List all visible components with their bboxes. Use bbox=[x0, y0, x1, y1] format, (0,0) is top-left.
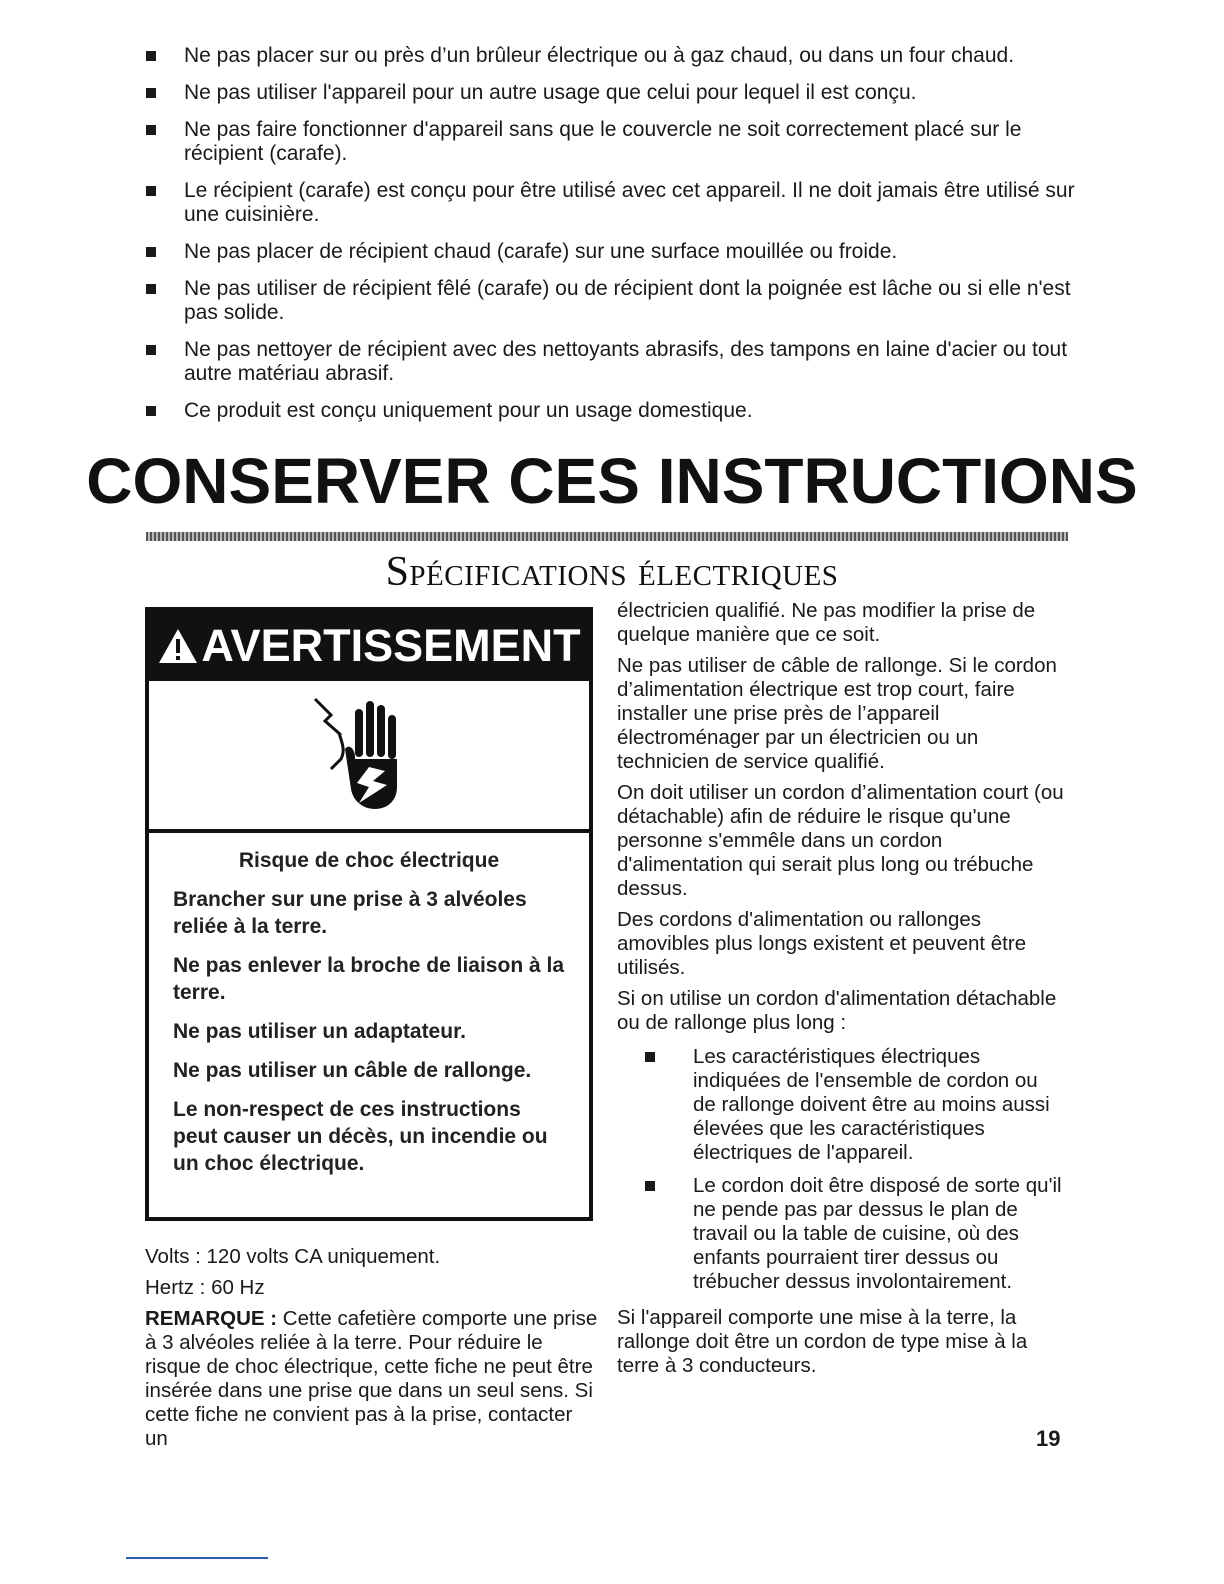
left-column bbox=[145, 1245, 600, 1458]
page-number: 19 bbox=[1036, 1426, 1061, 1451]
section-title: Spécifications électriques bbox=[385, 549, 839, 595]
safety-instructions-list bbox=[140, 44, 1080, 436]
square-bullet-icon bbox=[146, 345, 156, 355]
paragraph: Si l'appareil comporte une mise à la terre, la rallonge doit être un cordon de type mise à la terre à 3 conducteurs. bbox=[617, 1306, 1028, 1377]
list-item: Ne pas placer de récipient chaud (carafe) sur une surface mouillée ou froide. bbox=[140, 240, 1080, 264]
warning-title: Risque de choc électrique bbox=[238, 849, 500, 872]
list-item: Ne pas nettoyer de récipient avec des nettoyants abrasifs, des tampons en laine d'acier ou tout autre matériau abrasif. bbox=[140, 338, 1080, 386]
square-bullet-icon bbox=[146, 88, 156, 98]
remarque-label: REMARQUE : bbox=[145, 1307, 278, 1330]
hertz-spec: Hertz : 60 Hz bbox=[145, 1276, 265, 1299]
square-bullet-icon bbox=[146, 186, 156, 196]
electric-shock-hand-icon bbox=[309, 689, 419, 821]
warning-header-label: AVERTISSEMENT bbox=[201, 620, 581, 671]
warning-line: Ne pas utiliser un câble de rallonge. bbox=[173, 1059, 532, 1082]
remarque-paragraph bbox=[145, 1307, 600, 1451]
warning-line: Le non-respect de ces instructions peut causer un décès, un incendie ou un choc électrique. bbox=[173, 1098, 548, 1175]
warning-line: Brancher sur une prise à 3 alvéoles reliée à la terre. bbox=[173, 888, 527, 938]
list-item: Le récipient (carafe) est conçu pour être utilisé avec cet appareil. Il ne doit jamais être utilisé sur une cuisinière. bbox=[140, 179, 1080, 227]
list-item: Ne pas utiliser de récipient fêlé (carafe) ou de récipient dont la poignée est lâche ou si elle n'est pas solide. bbox=[140, 277, 1080, 325]
shock-hazard-area bbox=[149, 681, 589, 833]
remarque-text: Cette cafetière comporte une prise à 3 alvéoles reliée à la terre. Pour réduire le risque de choc électrique, cette fiche ne peut être insérée dans une prise que dans un seul sens. Si cette fiche ne convient pas à la prise, contacter un bbox=[145, 1307, 598, 1450]
warning-header bbox=[149, 611, 589, 681]
paragraph: On doit utiliser un cordon d’alimentation court (ou détachable) afin de réduire le risque qu'une personne s'emmêle dans un cordon d'alimentation qui serait plus long ou trébuche dessus. bbox=[617, 781, 1064, 900]
section-divider bbox=[146, 532, 1068, 541]
square-bullet-icon bbox=[146, 284, 156, 294]
paragraph: Si on utilise un cordon d'alimentation détachable ou de rallonge plus long : bbox=[617, 987, 1057, 1034]
square-bullet-icon bbox=[146, 125, 156, 135]
paragraph: Ne pas utiliser de câble de rallonge. Si le cordon d’alimentation électrique est trop court, faire installer une prise près de l’appareil électroménager par un électricien ou un technicien de service qualifié. bbox=[617, 654, 1057, 773]
warning-line: Ne pas utiliser un adaptateur. bbox=[173, 1020, 466, 1043]
warning-box bbox=[145, 607, 593, 1221]
list-item: Ne pas faire fonctionner d'appareil sans que le couvercle ne soit correctement placé sur le récipient (carafe). bbox=[140, 118, 1080, 166]
square-bullet-icon bbox=[645, 1181, 655, 1191]
right-column bbox=[617, 599, 1067, 1385]
cord-requirements-list bbox=[617, 1045, 1067, 1294]
warning-triangle-icon bbox=[157, 627, 199, 665]
footer-line bbox=[126, 1557, 268, 1559]
main-heading: CONSERVER CES INSTRUCTIONS bbox=[86, 445, 1138, 517]
list-item: Le cordon doit être disposé de sorte qu'il ne pende pas par dessus le plan de travail ou la table de cuisine, où des enfants pourraient tirer dessus ou trébucher dessus involontairement. bbox=[693, 1174, 1067, 1294]
warning-line: Ne pas enlever la broche de liaison à la terre. bbox=[173, 954, 565, 1004]
square-bullet-icon bbox=[146, 247, 156, 257]
paragraph: Des cordons d'alimentation ou rallonges amovibles plus longs existent et peuvent être utilisés. bbox=[617, 908, 1027, 979]
square-bullet-icon bbox=[645, 1052, 655, 1062]
paragraph: électricien qualifié. Ne pas modifier la prise de quelque manière que ce soit. bbox=[617, 599, 1036, 646]
list-item: Ne pas placer sur ou près d’un brûleur électrique ou à gaz chaud, ou dans un four chaud. bbox=[140, 44, 1080, 68]
list-item: Ne pas utiliser l'appareil pour un autre usage que celui pour lequel il est conçu. bbox=[140, 81, 1080, 105]
square-bullet-icon bbox=[146, 406, 156, 416]
warning-text bbox=[149, 833, 589, 1177]
square-bullet-icon bbox=[146, 51, 156, 61]
list-item: Ce produit est conçu uniquement pour un usage domestique. bbox=[140, 399, 1080, 423]
volts-spec: Volts : 120 volts CA uniquement. bbox=[145, 1245, 441, 1268]
list-item: Les caractéristiques électriques indiquées de l'ensemble de cordon ou de rallonge doivent être au moins aussi élevées que les caractéristiques électriques de l'appareil. bbox=[693, 1045, 1067, 1165]
